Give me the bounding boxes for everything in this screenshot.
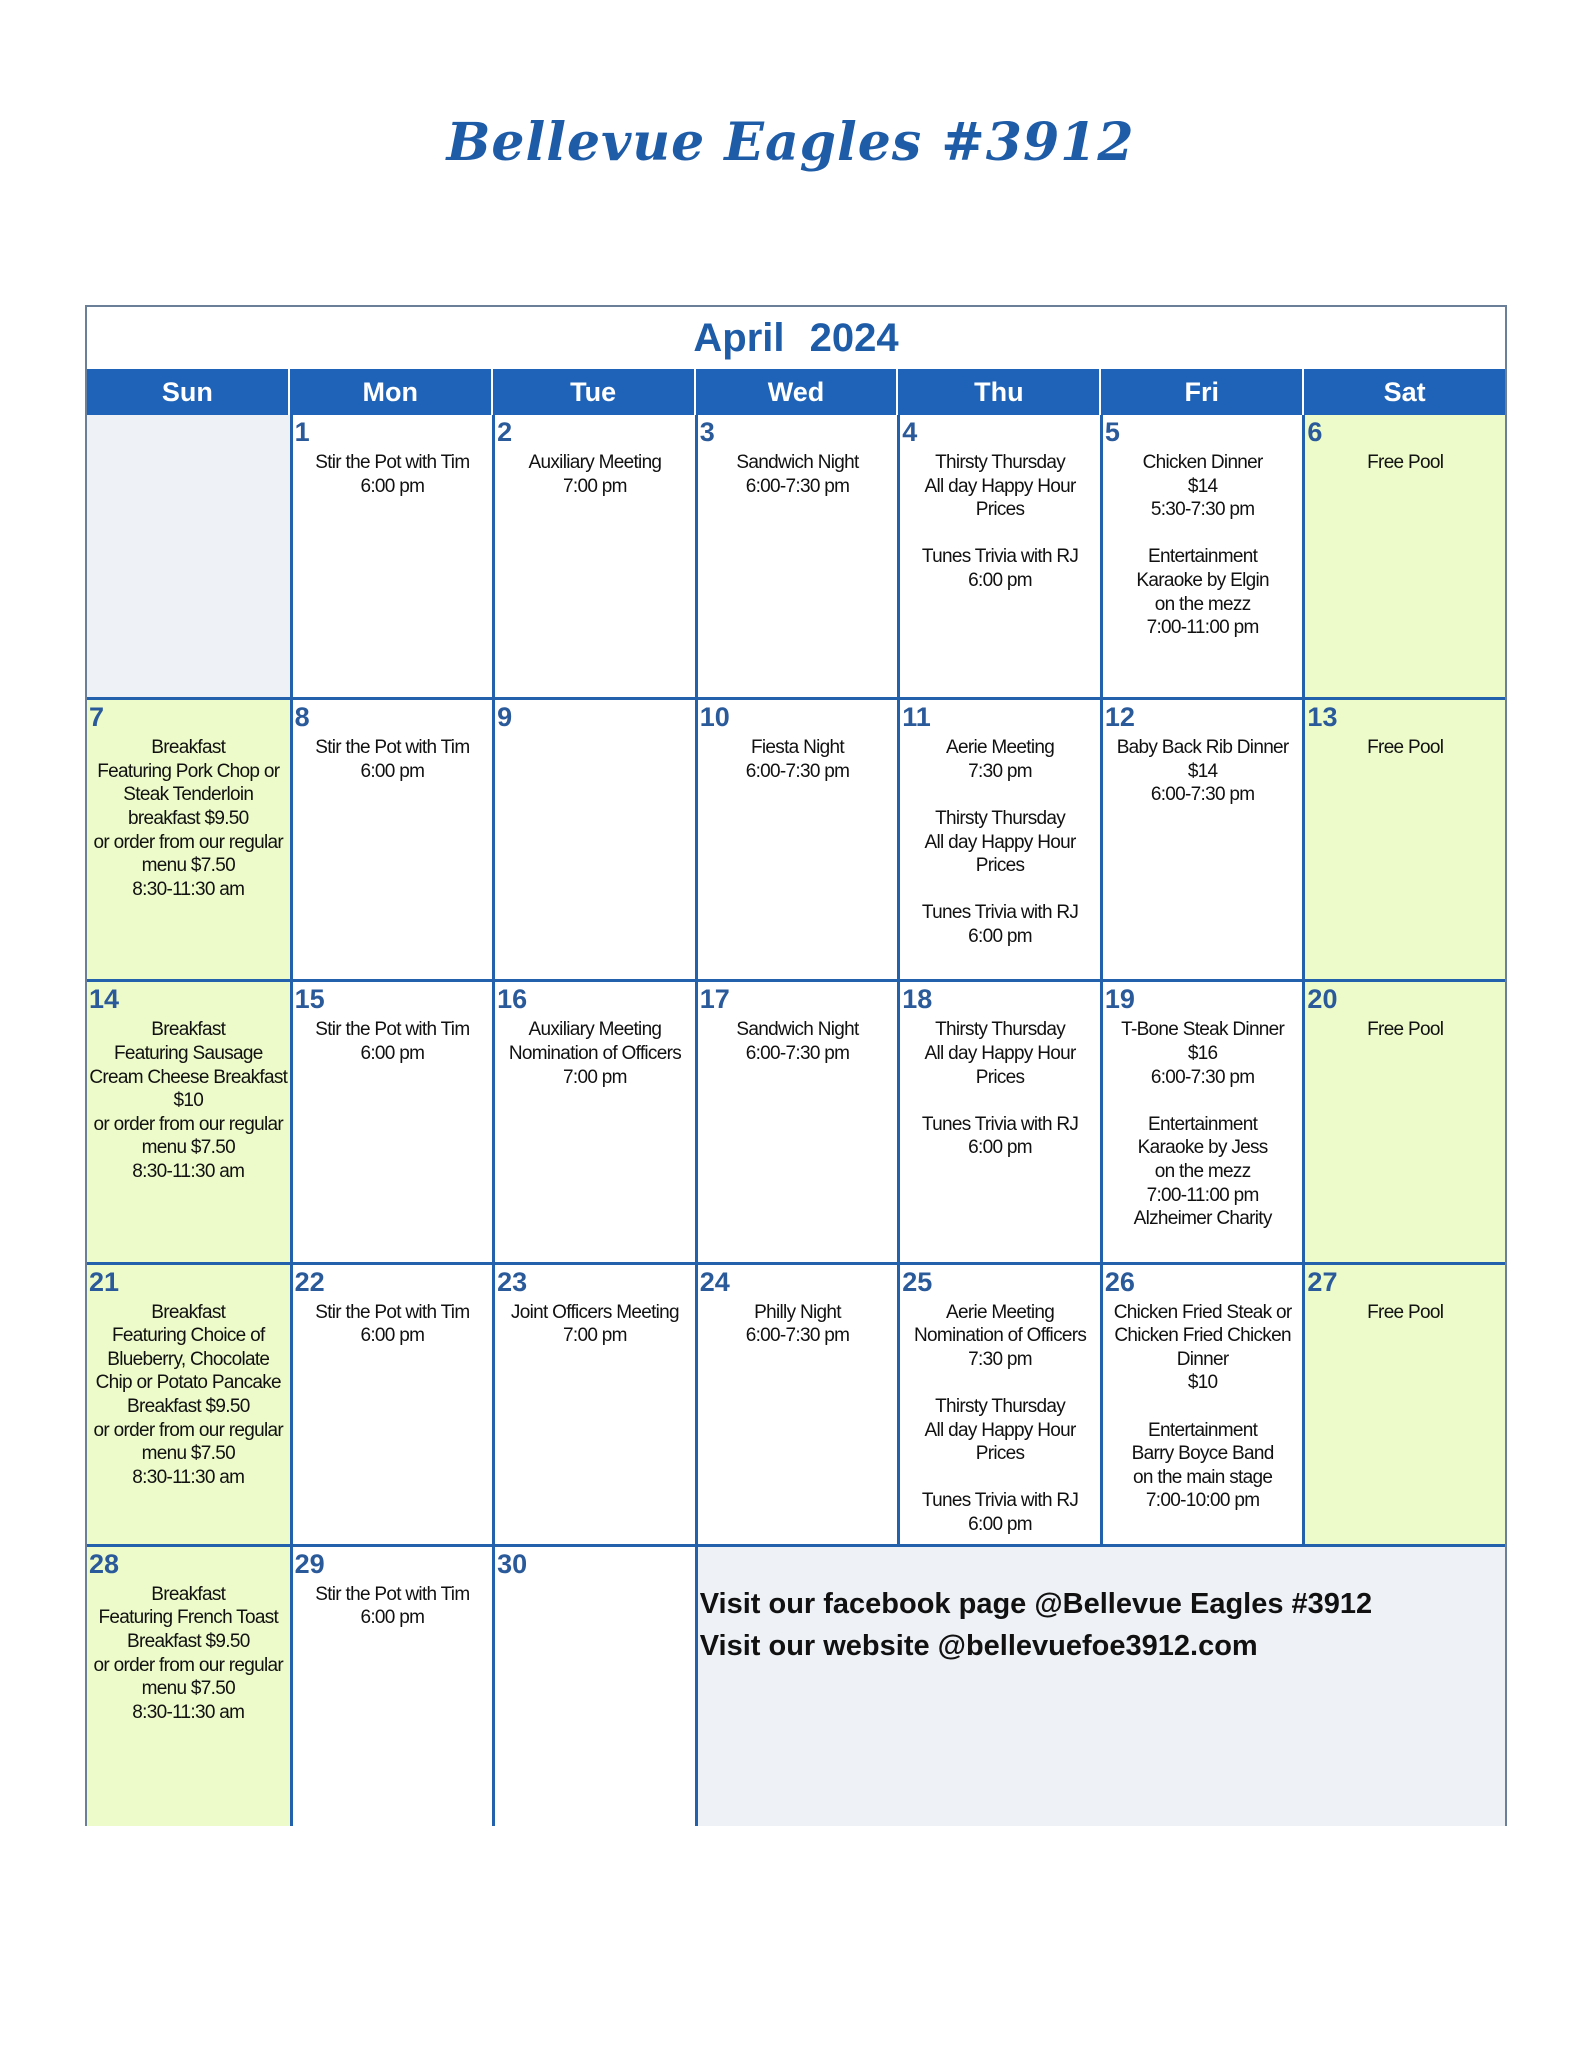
event-line: Breakfast $9.50 xyxy=(126,1395,250,1417)
event-line: Featuring Pork Chop or xyxy=(97,760,280,782)
event-line: Prices xyxy=(975,1066,1025,1088)
event-line: 7:00 pm xyxy=(563,1066,627,1088)
day-number: 1 xyxy=(294,417,310,447)
event-line: Free Pool xyxy=(1367,1019,1444,1041)
event-list xyxy=(87,1301,290,1490)
event-line: or order from our regular xyxy=(93,1654,284,1676)
event-line: All day Happy Hour xyxy=(924,475,1076,497)
weekday-mon: Mon xyxy=(288,369,491,415)
event-line: Entertainment xyxy=(1148,1113,1258,1135)
event-line: Thirsty Thursday xyxy=(935,452,1066,473)
event-line: 6:00 pm xyxy=(968,1513,1032,1535)
day-cell xyxy=(1100,1262,1303,1544)
event-list xyxy=(698,736,898,783)
day-number: 30 xyxy=(497,1548,528,1579)
event-list xyxy=(1103,736,1303,807)
event-line: Breakfast xyxy=(151,1583,226,1605)
event-list xyxy=(87,1018,290,1183)
event-line: Tunes Trivia with RJ xyxy=(921,546,1079,568)
day-cell xyxy=(897,415,1100,697)
event-line: 8:30-11:30 am xyxy=(132,1160,245,1182)
event-line: Free Pool xyxy=(1367,737,1444,759)
day-cell xyxy=(1302,979,1505,1261)
event-line: Prices xyxy=(975,855,1025,877)
event-line: Nomination of Officers xyxy=(913,1325,1087,1347)
event-line: Sandwich Night xyxy=(736,1019,859,1041)
day-cell xyxy=(695,697,898,979)
day-number: 12 xyxy=(1104,702,1135,733)
event-line: Barry Boyce Band xyxy=(1131,1443,1274,1465)
event-line: Aerie Meeting xyxy=(945,737,1055,759)
day-cell xyxy=(87,1262,290,1544)
weekday-sat: Sat xyxy=(1302,369,1505,415)
day-cell xyxy=(1302,697,1505,979)
event-line: Auxiliary Meeting xyxy=(528,1019,662,1041)
event-line: Entertainment xyxy=(1148,546,1258,568)
facebook-text: Visit our facebook page @Bellevue Eagles #3912 xyxy=(699,1587,1373,1620)
event-line: Chip or Potato Pancake xyxy=(95,1372,281,1394)
event-line: 6:00 pm xyxy=(968,925,1032,947)
day-cell xyxy=(87,415,290,697)
event-line: Prices xyxy=(975,499,1025,521)
event-line: menu $7.50 xyxy=(141,1137,235,1159)
day-number: 3 xyxy=(699,417,715,447)
day-number: 8 xyxy=(294,702,310,733)
event-line: 7:30 pm xyxy=(968,760,1032,782)
event-line: Breakfast xyxy=(151,737,226,759)
event-line: $10 xyxy=(173,1090,204,1112)
event-line: 6:00 pm xyxy=(360,1042,425,1064)
day-number: 13 xyxy=(1307,702,1338,733)
event-line: Stir the Pot with Tim xyxy=(315,452,470,473)
day-number: 26 xyxy=(1104,1266,1135,1297)
event-line: Dinner xyxy=(1176,1348,1229,1370)
event-line: Featuring Sausage xyxy=(113,1042,263,1064)
day-cell xyxy=(1302,415,1505,697)
event-list xyxy=(293,1301,493,1348)
event-line: Karaoke by Jess xyxy=(1137,1137,1268,1159)
event-line: menu $7.50 xyxy=(141,1443,235,1465)
event-list xyxy=(1103,1301,1303,1513)
page-title-logo: Bellevue Eagles #3912 xyxy=(446,112,1135,173)
event-line: Breakfast xyxy=(151,1019,226,1041)
weekday-header xyxy=(87,369,1505,415)
website-text: Visit our website @bellevuefoe3912.com xyxy=(699,1629,1258,1662)
day-cell xyxy=(87,979,290,1261)
event-line: menu $7.50 xyxy=(141,1678,235,1700)
weekday-fri: Fri xyxy=(1099,369,1302,415)
day-number: 24 xyxy=(699,1266,730,1297)
event-line: Free Pool xyxy=(1367,1301,1444,1323)
day-cell xyxy=(290,1544,493,1826)
day-number: 22 xyxy=(294,1266,325,1297)
calendar-grid xyxy=(87,415,1505,1826)
event-line: 6:00-7:30 pm xyxy=(745,475,850,497)
day-number: 10 xyxy=(699,702,730,733)
day-number: 5 xyxy=(1104,417,1120,447)
day-number: 23 xyxy=(497,1266,528,1297)
day-number: 15 xyxy=(294,984,325,1015)
day-number: 19 xyxy=(1104,984,1135,1015)
event-line: 6:00 pm xyxy=(360,1325,425,1347)
day-cell xyxy=(290,979,493,1261)
event-spacer xyxy=(900,1089,1100,1113)
weekday-sun: Sun xyxy=(161,377,213,407)
event-list xyxy=(1103,451,1303,640)
day-cell xyxy=(290,697,493,979)
event-line: 8:30-11:30 am xyxy=(132,1466,245,1488)
event-spacer xyxy=(900,522,1100,546)
day-cell xyxy=(492,979,695,1261)
event-list xyxy=(698,1301,898,1348)
event-line: Free Pool xyxy=(1367,452,1444,473)
weekday-wed: Wed xyxy=(694,369,897,415)
event-list xyxy=(87,736,290,901)
day-number: 18 xyxy=(902,984,933,1015)
event-line: Philly Night xyxy=(754,1301,841,1323)
day-number: 29 xyxy=(294,1548,325,1579)
day-number: 25 xyxy=(902,1266,933,1297)
event-line: Thirsty Thursday xyxy=(935,1395,1066,1417)
event-spacer xyxy=(900,1371,1100,1395)
event-line: 6:00-7:30 pm xyxy=(745,1042,850,1064)
weekday-tue: Tue xyxy=(491,369,694,415)
day-number: 16 xyxy=(497,984,528,1015)
day-cell xyxy=(897,1262,1100,1544)
day-cell xyxy=(1100,415,1303,697)
day-cell xyxy=(87,697,290,979)
event-list xyxy=(900,1301,1100,1537)
event-line: Baby Back Rib Dinner xyxy=(1116,737,1289,759)
event-line: Tunes Trivia with RJ xyxy=(921,902,1079,924)
event-list xyxy=(900,736,1100,948)
day-number: 7 xyxy=(89,702,105,733)
event-line: 6:00 pm xyxy=(968,1137,1032,1159)
event-line: 7:00 pm xyxy=(563,475,627,497)
event-line: Tunes Trivia with RJ xyxy=(921,1113,1079,1135)
event-line: 6:00 pm xyxy=(360,1607,425,1629)
event-line: on the main stage xyxy=(1133,1466,1273,1488)
event-line: Stir the Pot with Tim xyxy=(315,1301,470,1323)
event-line: 8:30-11:30 am xyxy=(132,878,245,900)
event-line: Aerie Meeting xyxy=(945,1301,1055,1323)
event-line: 7:00-10:00 pm xyxy=(1145,1490,1260,1512)
event-line: Chicken Dinner xyxy=(1142,452,1263,473)
event-line: or order from our regular xyxy=(93,831,284,853)
day-cell xyxy=(897,697,1100,979)
event-list xyxy=(1305,1301,1505,1325)
day-number: 9 xyxy=(497,702,513,733)
day-number: 2 xyxy=(497,417,513,447)
event-list xyxy=(495,1018,695,1089)
event-line: T-Bone Steak Dinner xyxy=(1121,1019,1285,1041)
event-spacer xyxy=(1103,1395,1303,1419)
event-line: Tunes Trivia with RJ xyxy=(921,1490,1079,1512)
event-line: 7:00-11:00 pm xyxy=(1146,617,1259,639)
calendar xyxy=(85,305,1507,1826)
event-line: breakfast $9.50 xyxy=(128,807,249,829)
day-cell xyxy=(695,415,898,697)
event-spacer xyxy=(1103,522,1303,546)
weekday-thu: Thu xyxy=(896,369,1099,415)
event-line: Thirsty Thursday xyxy=(935,1019,1066,1041)
event-spacer xyxy=(900,878,1100,902)
footer-info-box xyxy=(695,1544,1505,1826)
event-line: Nomination of Officers xyxy=(508,1042,682,1064)
event-line: Breakfast xyxy=(151,1301,226,1323)
event-line: Karaoke by Elgin xyxy=(1136,569,1269,591)
event-line: Steak Tenderloin xyxy=(123,784,254,806)
event-list xyxy=(1305,451,1505,475)
event-list xyxy=(87,1583,290,1725)
event-line: menu $7.50 xyxy=(141,855,235,877)
event-line: on the mezz xyxy=(1154,1160,1251,1182)
event-line: Breakfast $9.50 xyxy=(126,1630,250,1652)
event-line: Auxiliary Meeting xyxy=(528,452,662,473)
month-title: April 2024 xyxy=(693,316,899,360)
event-line: All day Happy Hour xyxy=(924,831,1076,853)
day-cell xyxy=(492,1262,695,1544)
event-list xyxy=(293,1018,493,1065)
day-number: 17 xyxy=(699,984,730,1015)
event-line: Chicken Fried Steak or xyxy=(1113,1301,1292,1323)
event-list xyxy=(293,451,493,498)
event-line: on the mezz xyxy=(1154,593,1251,615)
event-line: Blueberry, Chocolate xyxy=(107,1348,270,1370)
event-line: Chicken Fried Chicken xyxy=(1114,1325,1291,1347)
event-list xyxy=(293,736,493,783)
event-list xyxy=(1305,1018,1505,1042)
day-number: 21 xyxy=(89,1266,120,1297)
event-line: $16 xyxy=(1187,1042,1218,1064)
event-line: 6:00-7:30 pm xyxy=(745,760,850,782)
event-list xyxy=(495,451,695,498)
event-line: Joint Officers Meeting xyxy=(510,1301,679,1323)
day-cell xyxy=(290,1262,493,1544)
day-cell xyxy=(87,1544,290,1826)
event-line: or order from our regular xyxy=(93,1113,284,1135)
event-spacer xyxy=(900,1466,1100,1490)
event-line: Featuring Choice of xyxy=(112,1325,265,1347)
day-cell xyxy=(695,979,898,1261)
event-list xyxy=(1305,736,1505,760)
event-list xyxy=(900,1018,1100,1160)
day-cell xyxy=(492,1544,695,1826)
day-number: 20 xyxy=(1307,984,1338,1015)
day-number: 28 xyxy=(89,1548,120,1579)
day-cell xyxy=(290,415,493,697)
event-line: Cream Cheese Breakfast xyxy=(89,1066,288,1088)
event-list xyxy=(900,451,1100,593)
day-number: 11 xyxy=(902,702,931,733)
event-line: 7:30 pm xyxy=(968,1348,1032,1370)
day-number: 27 xyxy=(1307,1266,1338,1297)
event-line: 6:00 pm xyxy=(360,475,425,497)
day-cell xyxy=(695,1262,898,1544)
event-spacer xyxy=(900,783,1100,807)
event-list xyxy=(698,1018,898,1065)
event-line: $10 xyxy=(1187,1372,1218,1394)
day-cell xyxy=(897,979,1100,1261)
day-number: 14 xyxy=(89,984,120,1015)
event-line: 5:30-7:30 pm xyxy=(1150,499,1255,521)
event-line: 6:00-7:30 pm xyxy=(1150,1066,1255,1088)
event-line: Stir the Pot with Tim xyxy=(315,1583,470,1605)
day-number: 6 xyxy=(1307,417,1323,447)
event-line: 7:00 pm xyxy=(563,1325,627,1347)
event-line: Alzheimer Charity xyxy=(1133,1208,1272,1230)
event-line: $14 xyxy=(1187,760,1218,782)
event-line: 6:00 pm xyxy=(360,760,425,782)
event-list xyxy=(293,1583,493,1630)
event-line: All day Happy Hour xyxy=(924,1419,1076,1441)
event-line: 6:00 pm xyxy=(968,569,1032,591)
event-line: Stir the Pot with Tim xyxy=(315,1019,470,1041)
event-list xyxy=(495,1301,695,1348)
event-line: Entertainment xyxy=(1148,1419,1258,1441)
day-cell xyxy=(1100,697,1303,979)
event-line: 7:00-11:00 pm xyxy=(1146,1184,1259,1206)
event-line: Featuring French Toast xyxy=(98,1607,279,1629)
event-list xyxy=(698,451,898,498)
day-cell xyxy=(492,415,695,697)
event-line: Prices xyxy=(975,1443,1025,1465)
event-list xyxy=(1103,1018,1303,1230)
event-line: Stir the Pot with Tim xyxy=(315,737,470,759)
event-line: All day Happy Hour xyxy=(924,1042,1076,1064)
day-cell xyxy=(1302,1262,1505,1544)
day-number: 4 xyxy=(902,417,918,447)
event-line: $14 xyxy=(1187,475,1218,497)
event-line: 6:00-7:30 pm xyxy=(745,1325,850,1347)
event-line: Sandwich Night xyxy=(736,452,859,473)
event-line: Thirsty Thursday xyxy=(935,807,1066,829)
event-spacer xyxy=(1103,1089,1303,1113)
day-cell xyxy=(1100,979,1303,1261)
event-line: Fiesta Night xyxy=(751,737,844,759)
event-line: 8:30-11:30 am xyxy=(132,1701,245,1723)
event-line: or order from our regular xyxy=(93,1419,284,1441)
day-cell xyxy=(492,697,695,979)
event-line: 6:00-7:30 pm xyxy=(1150,784,1255,806)
